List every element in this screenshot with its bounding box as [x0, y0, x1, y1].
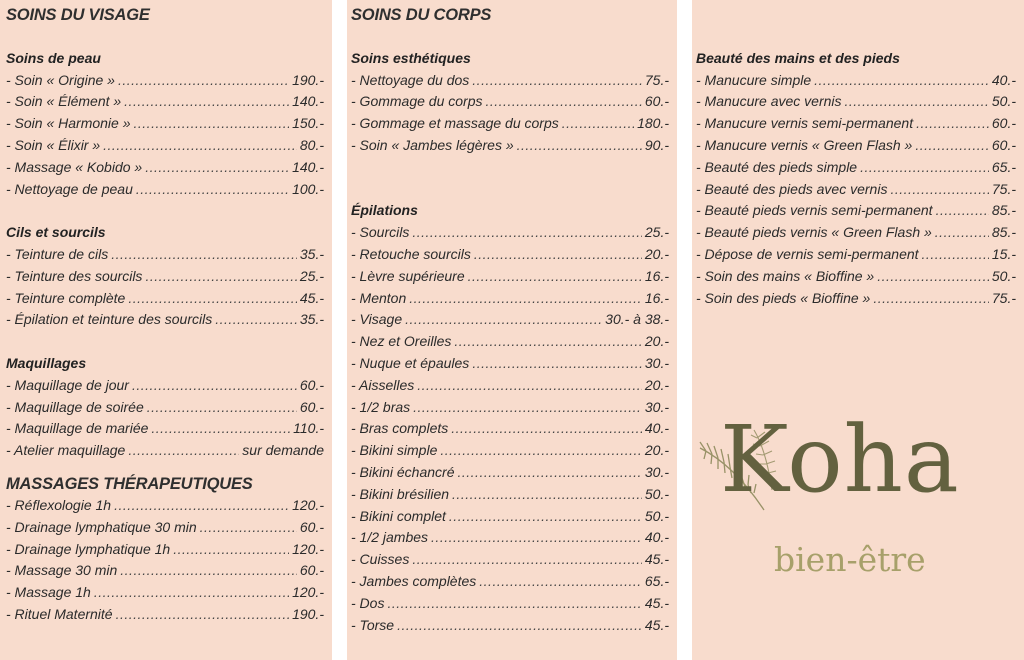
price-row — [351, 288, 669, 310]
dot-leader — [451, 418, 642, 440]
service-name: - Soin « Jambes légères » — [351, 136, 514, 153]
price-row — [351, 309, 669, 331]
service-price: 20.- — [644, 333, 669, 350]
service-name: - Sourcils — [351, 224, 410, 241]
price-row — [6, 157, 324, 179]
dot-leader — [873, 288, 989, 310]
service-price: 90.- — [644, 136, 669, 153]
dot-leader — [409, 288, 642, 310]
dot-leader — [124, 91, 289, 113]
price-row — [351, 418, 669, 440]
service-name: - Manucure vernis « Green Flash » — [696, 136, 913, 153]
price-row — [696, 157, 1016, 179]
service-price: 16.- — [644, 289, 669, 306]
dot-leader — [472, 353, 642, 375]
service-name: - Beauté pieds vernis semi-permanent — [696, 202, 933, 219]
dot-leader — [431, 527, 642, 549]
price-row — [351, 70, 669, 92]
price-row — [6, 266, 324, 288]
price-row — [6, 135, 324, 157]
service-name: - Atelier maquillage — [6, 442, 126, 459]
dot-leader — [387, 593, 641, 615]
service-price: 60.- — [299, 398, 324, 415]
price-row — [6, 288, 324, 310]
panel-soins-visage — [0, 0, 332, 660]
price-row — [696, 266, 1016, 288]
price-row — [6, 495, 324, 517]
dot-leader — [474, 244, 642, 266]
service-name: - Bras complets — [351, 420, 449, 437]
service-price: 50.- — [644, 507, 669, 524]
price-row — [696, 288, 1016, 310]
service-name: - Soin des pieds « Bioffine » — [696, 289, 871, 306]
service-name: - Cuisses — [351, 551, 410, 568]
dot-leader — [449, 506, 642, 528]
price-row — [696, 244, 1016, 266]
dot-leader — [145, 266, 296, 288]
dot-leader — [472, 70, 642, 92]
dot-leader — [452, 484, 642, 506]
service-name: - Rituel Maternité — [6, 605, 113, 622]
dot-leader — [128, 440, 239, 462]
dot-leader — [454, 331, 642, 353]
dot-leader — [136, 179, 289, 201]
dot-leader — [151, 418, 290, 440]
service-name: - Épilation et teinture des sourcils — [6, 311, 213, 328]
service-name: - Drainage lymphatique 30 min — [6, 518, 197, 535]
list-maquillages — [6, 375, 324, 462]
price-row — [351, 353, 669, 375]
service-price: 45.- — [299, 289, 324, 306]
section-title-corps: SOINS DU CORPS — [351, 6, 492, 24]
service-name: - Massage 1h — [6, 584, 91, 601]
service-price: 75.- — [644, 71, 669, 88]
service-name: - Manucure simple — [696, 71, 812, 88]
service-price: 40.- — [991, 71, 1016, 88]
price-row — [696, 70, 1016, 92]
service-price: 25.- — [644, 224, 669, 241]
group-title-soins-esthetiques: Soins esthétiques — [351, 49, 471, 66]
service-name: - Maquillage de mariée — [6, 420, 149, 437]
price-row — [351, 527, 669, 549]
dot-leader — [915, 135, 989, 157]
price-row — [6, 604, 324, 626]
price-row — [351, 615, 669, 637]
service-name: - Gommage et massage du corps — [351, 115, 559, 132]
list-soins-esthetiques — [351, 70, 669, 157]
dot-leader — [413, 397, 642, 419]
price-row — [6, 309, 324, 331]
dot-leader — [417, 375, 642, 397]
service-price: 100.- — [292, 180, 324, 197]
service-price: 35.- — [299, 311, 324, 328]
service-price: 120.- — [292, 584, 324, 601]
service-price: 20.- — [644, 245, 669, 262]
dot-leader — [479, 571, 642, 593]
service-name: - Retouche sourcils — [351, 245, 471, 262]
price-row — [6, 539, 324, 561]
service-price: 120.- — [292, 540, 324, 557]
dot-leader — [412, 549, 642, 571]
price-row — [351, 462, 669, 484]
price-row — [6, 375, 324, 397]
price-row — [351, 571, 669, 593]
group-title-epilations: Épilations — [351, 202, 418, 219]
price-row — [6, 440, 324, 462]
service-name: - Massage 30 min — [6, 562, 118, 579]
price-row — [696, 200, 1016, 222]
service-name: - Gommage du corps — [351, 93, 483, 110]
list-soins-de-peau — [6, 70, 324, 201]
price-row — [696, 113, 1016, 135]
price-row — [6, 244, 324, 266]
service-name: - Drainage lymphatique 1h — [6, 540, 171, 557]
service-name: - Bikini simple — [351, 442, 438, 459]
price-row — [351, 331, 669, 353]
service-price: 75.- — [991, 289, 1016, 306]
service-price: 85.- — [991, 224, 1016, 241]
service-price: 30.- — [644, 354, 669, 371]
service-name: - Aisselles — [351, 376, 415, 393]
service-price: 45.- — [644, 616, 669, 633]
service-name: - Réflexologie 1h — [6, 496, 112, 513]
price-row — [351, 506, 669, 528]
price-row — [351, 113, 669, 135]
price-row — [351, 135, 669, 157]
price-row — [6, 582, 324, 604]
service-price: 16.- — [644, 267, 669, 284]
service-name: - Soin « Harmonie » — [6, 115, 131, 132]
price-row — [351, 440, 669, 462]
dot-leader — [405, 309, 602, 331]
service-name: - Beauté pieds vernis « Green Flash » — [696, 224, 932, 241]
dot-leader — [877, 266, 989, 288]
service-name: - Nettoyage de peau — [6, 180, 133, 197]
service-price: 65.- — [991, 158, 1016, 175]
service-price: 30.- à 38.- — [605, 311, 669, 328]
dot-leader — [134, 113, 290, 135]
dot-leader — [916, 113, 989, 135]
service-name: - Visage — [351, 311, 403, 328]
service-name: - Bikini brésilien — [351, 485, 450, 502]
service-price: 140.- — [292, 93, 324, 110]
service-name: - Jambes complètes — [351, 572, 477, 589]
price-row — [351, 375, 669, 397]
group-title-cils-sourcils: Cils et sourcils — [6, 224, 106, 241]
service-price: 35.- — [299, 245, 324, 262]
service-name: - Teinture des sourcils — [6, 267, 143, 284]
dot-leader — [935, 222, 989, 244]
dot-leader — [114, 495, 289, 517]
dot-leader — [562, 113, 634, 135]
service-name: - Torse — [351, 616, 395, 633]
price-row — [351, 222, 669, 244]
service-price: 190.- — [292, 605, 324, 622]
service-price: 180.- — [637, 115, 669, 132]
service-price: 110.- — [293, 420, 324, 437]
service-name: - Teinture de cils — [6, 245, 109, 262]
panel-soins-corps — [347, 0, 677, 660]
service-name: - Soin « Origine » — [6, 71, 115, 88]
dot-leader — [116, 604, 289, 626]
dot-leader — [845, 91, 989, 113]
service-name: - Dépose de vernis semi-permanent — [696, 245, 919, 262]
dot-leader — [145, 157, 289, 179]
dot-leader — [200, 517, 297, 539]
dot-leader — [111, 244, 297, 266]
service-price: sur demande — [242, 442, 324, 459]
service-name: - Beauté des pieds simple — [696, 158, 858, 175]
service-name: - Menton — [351, 289, 407, 306]
service-price: 20.- — [644, 376, 669, 393]
service-name: - Nez et Oreilles — [351, 333, 452, 350]
dot-leader — [147, 397, 297, 419]
service-name: - Lèvre supérieure — [351, 267, 465, 284]
dot-leader — [118, 70, 289, 92]
group-title-soins-de-peau: Soins de peau — [6, 49, 101, 66]
group-title-mains-pieds: Beauté des mains et des pieds — [696, 49, 900, 66]
service-name: - Maquillage de jour — [6, 376, 129, 393]
price-row — [351, 484, 669, 506]
dot-leader — [132, 375, 297, 397]
dot-leader — [103, 135, 297, 157]
service-price: 15.- — [991, 245, 1016, 262]
service-price: 140.- — [292, 158, 324, 175]
service-price: 45.- — [644, 551, 669, 568]
list-cils-sourcils — [6, 244, 324, 331]
service-price: 60.- — [991, 136, 1016, 153]
service-price: 25.- — [299, 267, 324, 284]
group-title-maquillages: Maquillages — [6, 354, 87, 371]
price-row — [351, 266, 669, 288]
service-name: - Bikini échancré — [351, 463, 455, 480]
service-price: 30.- — [644, 398, 669, 415]
dot-leader — [936, 200, 989, 222]
service-name: - Massage « Kobido » — [6, 158, 143, 175]
dot-leader — [440, 440, 642, 462]
service-price: 60.- — [299, 562, 324, 579]
service-price: 190.- — [292, 71, 324, 88]
dot-leader — [120, 560, 297, 582]
dot-leader — [922, 244, 989, 266]
dot-leader — [128, 288, 297, 310]
price-row — [351, 244, 669, 266]
section-title-visage: SOINS DU VISAGE — [6, 6, 150, 24]
koha-logo — [694, 406, 1024, 590]
service-price: 20.- — [644, 442, 669, 459]
service-price: 45.- — [644, 594, 669, 611]
price-row — [6, 418, 324, 440]
service-price: 80.- — [299, 136, 324, 153]
dot-leader — [517, 135, 642, 157]
service-name: - Soin « Élément » — [6, 93, 122, 110]
service-name: - Dos — [351, 594, 385, 611]
price-row — [351, 593, 669, 615]
price-row — [696, 91, 1016, 113]
service-name: - Manucure vernis semi-permanent — [696, 115, 914, 132]
service-name: - Nettoyage du dos — [351, 71, 470, 88]
dot-leader — [94, 582, 289, 604]
price-row — [351, 549, 669, 571]
service-price: 40.- — [644, 420, 669, 437]
service-price: 60.- — [991, 115, 1016, 132]
service-price: 65.- — [644, 572, 669, 589]
price-row — [6, 517, 324, 539]
price-row — [6, 560, 324, 582]
service-price: 60.- — [299, 376, 324, 393]
service-price: 85.- — [991, 202, 1016, 219]
price-row — [6, 91, 324, 113]
price-row — [351, 397, 669, 419]
dot-leader — [860, 157, 989, 179]
list-massages — [6, 495, 324, 626]
logo-wordmark: Koha — [720, 406, 960, 513]
service-price: 30.- — [644, 463, 669, 480]
service-name: - 1/2 bras — [351, 398, 411, 415]
service-price: 50.- — [991, 93, 1016, 110]
dot-leader — [458, 462, 642, 484]
service-name: - Beauté des pieds avec vernis — [696, 180, 888, 197]
service-name: - Soin des mains « Bioffine » — [696, 267, 875, 284]
service-price: 50.- — [991, 267, 1016, 284]
service-price: 60.- — [299, 518, 324, 535]
price-row — [696, 135, 1016, 157]
service-name: - Maquillage de soirée — [6, 398, 144, 415]
service-name: - 1/2 jambes — [351, 529, 429, 546]
dot-leader — [173, 539, 289, 561]
service-name: - Teinture complète — [6, 289, 126, 306]
price-row — [6, 113, 324, 135]
service-price: 60.- — [644, 93, 669, 110]
list-mains-pieds — [696, 70, 1016, 310]
section-title-massages: MASSAGES THÉRAPEUTIQUES — [6, 474, 253, 493]
dot-leader — [468, 266, 642, 288]
list-epilations — [351, 222, 669, 636]
service-price: 120.- — [292, 496, 324, 513]
service-name: - Bikini complet — [351, 507, 446, 524]
service-price: 50.- — [644, 485, 669, 502]
price-row — [6, 397, 324, 419]
service-price: 40.- — [644, 529, 669, 546]
price-row — [696, 179, 1016, 201]
dot-leader — [486, 91, 642, 113]
dot-leader — [397, 615, 642, 637]
service-price: 75.- — [991, 180, 1016, 197]
price-row — [696, 222, 1016, 244]
price-row — [6, 70, 324, 92]
dot-leader — [412, 222, 642, 244]
service-name: - Nuque et épaules — [351, 354, 470, 371]
service-name: - Soin « Élixir » — [6, 136, 101, 153]
price-row — [6, 179, 324, 201]
dot-leader — [215, 309, 297, 331]
service-price: 150.- — [292, 115, 324, 132]
service-name: - Manucure avec vernis — [696, 93, 842, 110]
dot-leader — [814, 70, 989, 92]
logo-tagline: bien-être — [774, 540, 926, 579]
price-row — [351, 91, 669, 113]
dot-leader — [890, 179, 988, 201]
